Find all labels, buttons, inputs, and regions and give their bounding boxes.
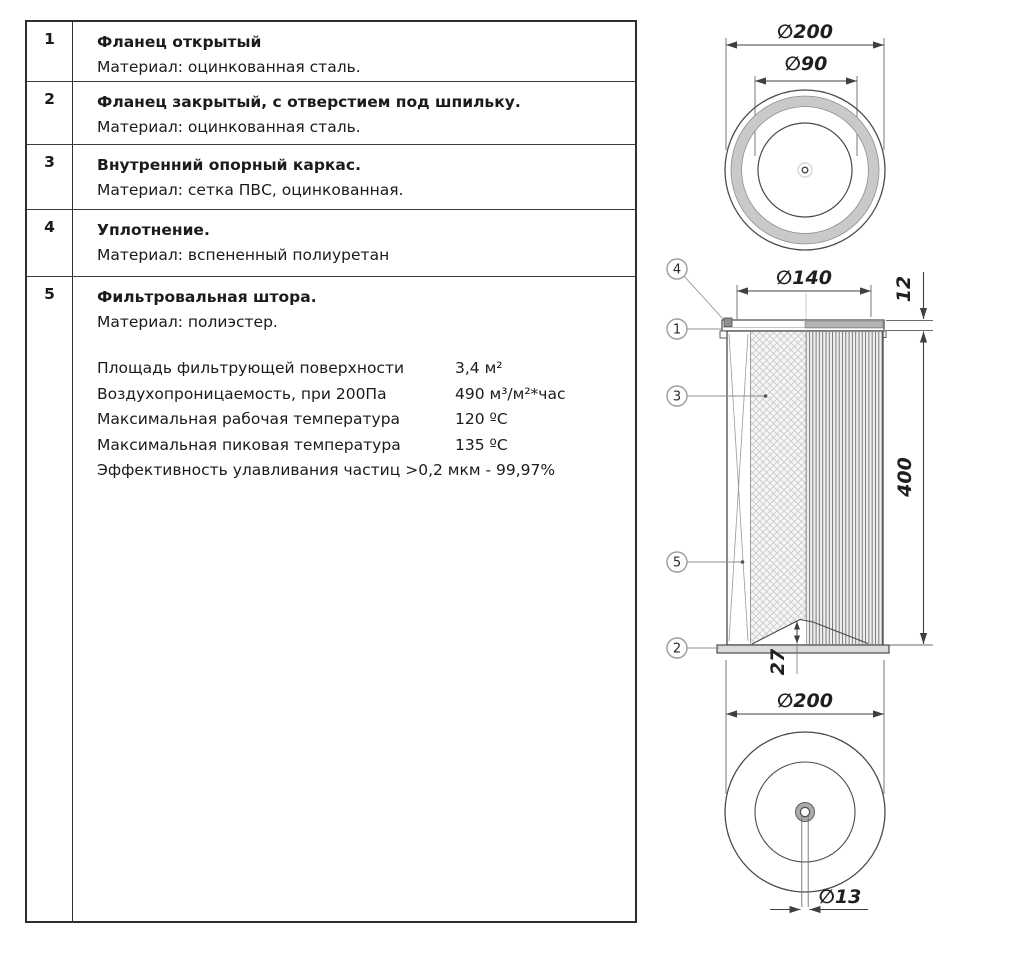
part-title: Уплотнение.	[97, 221, 210, 239]
part-material: Материал: сетка ПВС, оцинкованная.	[97, 181, 404, 199]
table-row	[27, 22, 635, 81]
top-view-center-hole	[802, 167, 808, 173]
part-number: 5	[27, 277, 73, 921]
table-row	[27, 81, 635, 144]
spec-value: 120 ºС	[455, 410, 508, 428]
dim-label-hole-diameter: ∅13	[818, 886, 862, 908]
spec-value: 135 ºС	[455, 435, 508, 454]
dim-label-cone-height: 27	[767, 648, 789, 676]
part-number: 4	[27, 210, 73, 276]
callout-number: 2	[672, 641, 682, 657]
spec-line	[97, 407, 625, 433]
spec-value: 3,4 м²	[455, 359, 503, 377]
dim-label-bottom-outer-diameter: ∅200	[777, 690, 833, 712]
dim-label-top-inner-diameter: ∅90	[784, 53, 828, 75]
flange-gasket	[724, 318, 732, 327]
pleated-media-section	[806, 332, 883, 644]
spec-label: Воздухопроницаемость, при 200Па	[97, 384, 387, 403]
part-title: Фланец закрытый, с отверстием под шпильку.	[97, 93, 521, 111]
part-title: Внутренний опорный каркас.	[97, 156, 361, 174]
callout-number: 5	[672, 555, 682, 571]
top-view-drawing	[725, 21, 885, 250]
callout-number: 1	[672, 322, 682, 338]
spec-line	[97, 433, 625, 459]
part-title: Фланец открытый	[97, 33, 262, 51]
callout-4	[667, 259, 723, 319]
table-row	[27, 276, 635, 921]
part-number: 1	[27, 22, 73, 81]
callout-2	[667, 638, 719, 658]
spec-line	[97, 382, 625, 408]
part-number: 3	[27, 145, 73, 209]
table-row	[27, 209, 635, 276]
callout-number: 4	[672, 262, 682, 278]
support-mesh-section	[751, 332, 807, 644]
spec-line	[97, 356, 625, 382]
part-material: Материал: оцинкованная сталь.	[97, 118, 361, 136]
spec-label: Максимальная рабочая температура	[97, 410, 401, 428]
side-view-drawing	[667, 259, 933, 675]
table-row	[27, 144, 635, 209]
part-material: Материал: полиэстер.	[97, 313, 278, 331]
spec-label: Максимальная пиковая температура	[97, 435, 401, 454]
dim-label-top-outer-diameter: ∅200	[777, 21, 833, 43]
parts-table	[25, 20, 637, 923]
dim-label-body-height: 400	[894, 457, 916, 497]
bottom-view-drawing	[725, 660, 885, 910]
spec-value: 490 м³/м²*час	[455, 384, 566, 403]
callout-1	[667, 319, 722, 339]
part-title: Фильтровальная штора.	[97, 288, 317, 306]
dim-label-flange-diameter: ∅140	[776, 267, 832, 289]
part-number: 2	[27, 82, 73, 144]
callout-number: 3	[672, 389, 682, 405]
part-material: Материал: оцинкованная сталь.	[97, 58, 361, 76]
bottom-flange	[717, 645, 889, 653]
spec-label: Площадь фильтрующей поверхности	[97, 359, 405, 377]
dim-label-flange-height: 12	[893, 275, 915, 303]
part-material: Материал: вспененный полиуретан	[97, 246, 390, 264]
efficiency-note: Эффективность улавливания частиц >0,2 мкм - 99,97%	[97, 461, 556, 479]
filter-specs-list	[97, 356, 625, 484]
